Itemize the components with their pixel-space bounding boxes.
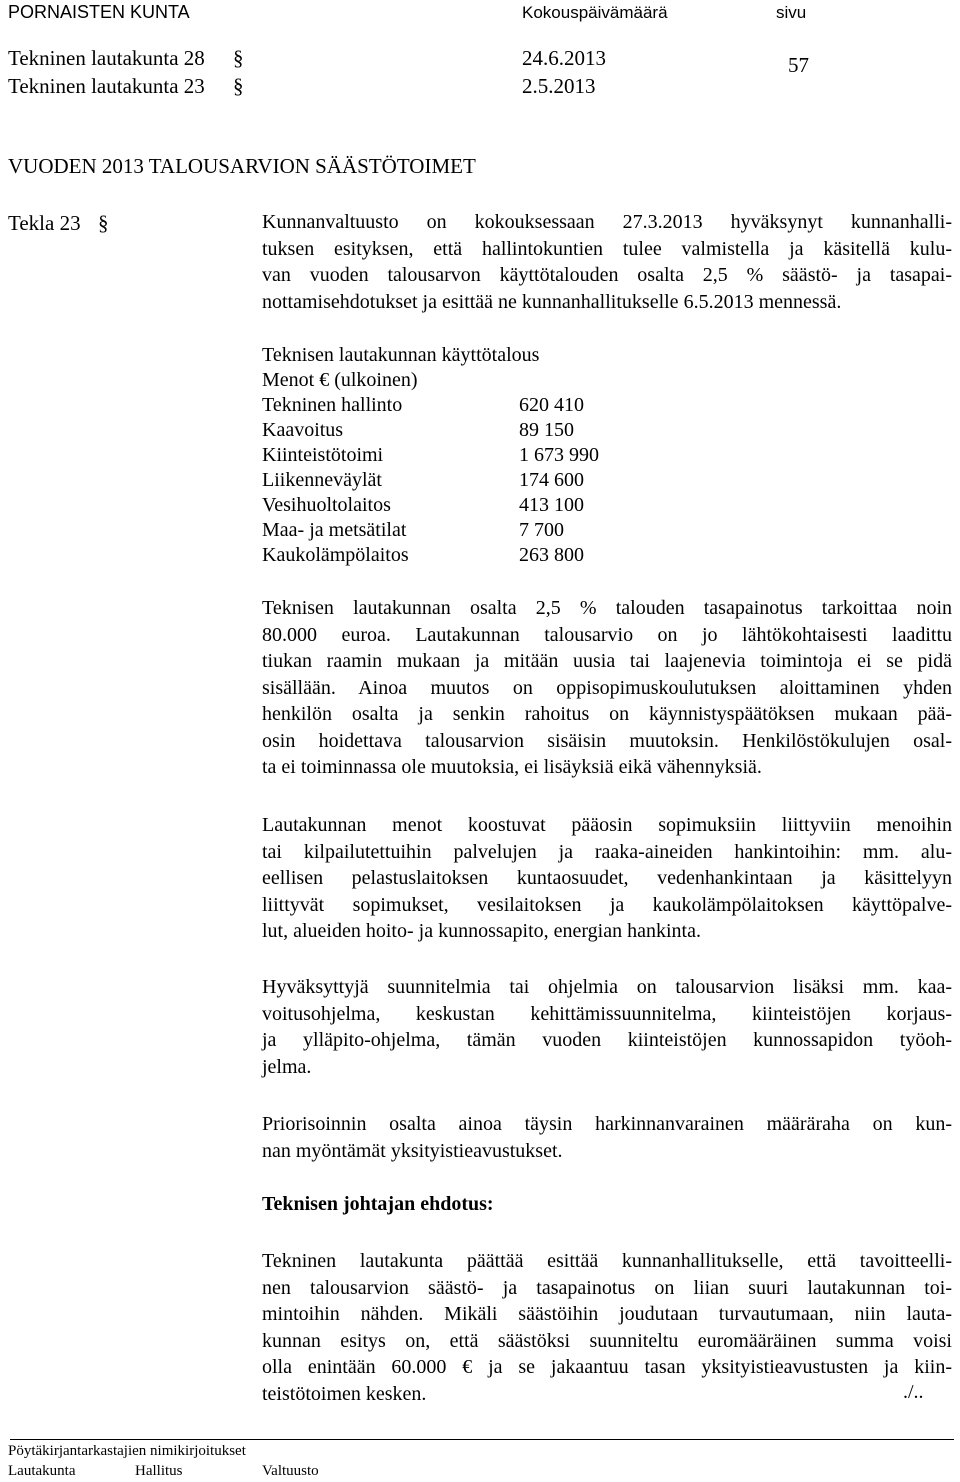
row-value: 89 150	[519, 419, 574, 441]
text-line: Priorisoinnin osalta ainoa täysin harkinnanvarainen määräraha on kun-	[262, 1113, 952, 1135]
signature-lautakunta: Lautakunta	[8, 1463, 76, 1479]
row-label: Vesihuoltolaitos	[262, 494, 391, 516]
budget-heading: Teknisen lautakunnan käyttötalous	[262, 344, 540, 366]
row-value: 1 673 990	[519, 444, 599, 466]
table-row	[262, 543, 584, 568]
text-line: Lautakunnan menot koostuvat pääosin sopimuksiin liittyviin menoihin	[262, 814, 952, 836]
row-value: 263 800	[519, 544, 584, 566]
meeting-1-date: 24.6.2013	[522, 46, 606, 70]
reference-section-sign: §	[98, 211, 109, 235]
paragraph-plans	[262, 974, 952, 1080]
row-value: 7 700	[519, 519, 564, 541]
continuation-mark: ./..	[903, 1381, 924, 1403]
intro-paragraph	[262, 209, 952, 315]
text-line: Hyväksyttyjä suunnitelmia tai ohjelmia on talousarvion lisäksi mm. kaa-	[262, 976, 952, 998]
row-value: 620 410	[519, 394, 584, 416]
text-line: Tekninen lautakunta päättää esittää kunnanhallitukselle, että tavoitteelli-	[262, 1250, 952, 1272]
text-line: jelma.	[262, 1055, 312, 1078]
text-line: ja ylläpito-ohjelma, tämän vuoden kiinteistöjen kunnossapidon työoh-	[262, 1029, 952, 1051]
text-line: 80.000 euroa. Lautakunnan talousarvio on jo lähtökohtaisesti laadittu	[262, 623, 952, 646]
row-value: 413 100	[519, 494, 584, 516]
text-line: liittyvät sopimukset, vesilaitoksen ja kaukolämpölaitoksen käyttöpalve-	[262, 893, 952, 916]
reference-label: Tekla 23	[8, 211, 81, 235]
text-line: Kunnanvaltuusto on kokouksessaan 27.3.2013 hyväksynyt kunnanhalli-	[262, 211, 952, 233]
budget-subheading: Menot € (ulkoinen)	[262, 369, 418, 391]
text-line: lut, alueiden hoito- ja kunnossapito, energian hankinta.	[262, 920, 701, 942]
page-number: 57	[788, 53, 809, 77]
row-label: Liikenneväylät	[262, 469, 382, 491]
footer-divider	[10, 1439, 954, 1440]
paragraph-proposal	[262, 1248, 952, 1407]
row-label: Maa- ja metsätilat	[262, 519, 407, 541]
text-line: teistötoimen kesken.	[262, 1382, 427, 1405]
text-line: nottamisehdotukset ja esittää ne kunnanhallitukselle 6.5.2013 mennessä.	[262, 290, 842, 313]
proposal-heading: Teknisen johtajan ehdotus:	[262, 1193, 494, 1215]
organization-name: PORNAISTEN KUNTA	[8, 2, 190, 22]
table-row	[262, 468, 584, 493]
row-label: Kaukolämpölaitos	[262, 544, 409, 566]
table-row	[262, 493, 584, 518]
signature-valtuusto: Valtuusto	[262, 1463, 319, 1479]
table-row	[262, 418, 574, 443]
page-title: VUODEN 2013 TALOUSARVION SÄÄSTÖTOIMET	[8, 154, 476, 178]
text-line: kunnan esitys on, että säästöksi suunniteltu euromääräinen summa voisi	[262, 1329, 952, 1352]
row-value: 174 600	[519, 469, 584, 491]
budget-table	[262, 343, 599, 568]
paragraph-savings	[262, 595, 952, 781]
text-line: Teknisen lautakunnan osalta 2,5 % talouden tasapainotus tarkoittaa noin	[262, 597, 952, 619]
text-line: henkilön osalta ja senkin rahoitus on käynnistyspäätöksen mukaan pää-	[262, 703, 952, 725]
section-sign-1: §	[233, 46, 244, 70]
table-row	[262, 443, 599, 468]
meeting-2-name: Tekninen lautakunta 23	[8, 74, 205, 98]
text-line: olla enintään 60.000 € ja se jakaantuu tasan yksityistieavustusten ja kiin-	[262, 1356, 952, 1378]
text-line: nen talousarvion säästö- ja tasapainotus on liian suuri lautakunnan toi-	[262, 1276, 952, 1299]
section-sign-2: §	[233, 74, 244, 98]
row-label: Tekninen hallinto	[262, 394, 403, 416]
text-line: van vuoden talousarvon käyttötalouden osalta 2,5 % säästö- ja tasapai-	[262, 264, 952, 286]
signature-hallitus: Hallitus	[135, 1463, 183, 1479]
text-line: ta ei toiminnassa ole muutoksia, ei lisäyksiä eikä vähennyksiä.	[262, 756, 762, 778]
text-line: eellisen pelastuslaitoksen kuntaosuudet, vedenhankintaan ja käsittelyyn	[262, 867, 952, 889]
meeting-2-date: 2.5.2013	[522, 74, 596, 98]
text-line: mintoihin nähden. Mikäli säästöihin joudutaan turvautumaan, niin lauta-	[262, 1303, 952, 1325]
footer-title: Pöytäkirjantarkastajien nimikirjoitukset	[8, 1443, 246, 1459]
paragraph-expenses	[262, 812, 952, 945]
table-row	[262, 393, 584, 418]
text-line: nan myöntämät yksityistieavustukset.	[262, 1139, 563, 1162]
text-line: tuksen esityksen, että hallintokuntien tulee valmistella ja käsitellä kulu-	[262, 237, 952, 260]
text-line: tai kilpailutettuihin palvelujen ja raaka-aineiden hankintoihin: mm. alu-	[262, 840, 952, 863]
row-label: Kaavoitus	[262, 419, 344, 441]
row-label: Kiinteistötoimi	[262, 444, 384, 466]
text-line: osin hoidettava talousarvion sisäisin muutoksin. Henkilöstökulujen osal-	[262, 729, 952, 752]
table-row	[262, 518, 564, 543]
meeting-1-name: Tekninen lautakunta 28	[8, 46, 205, 70]
meeting-date-label: Kokouspäivämäärä	[522, 3, 668, 22]
page-label: sivu	[776, 3, 807, 22]
meeting-line-1	[8, 45, 205, 71]
paragraph-priorities	[262, 1111, 952, 1164]
text-line: sisällään. Ainoa muutos on oppisopimuskoulutuksen aloittaminen yhden	[262, 676, 952, 699]
text-line: voitusohjelma, keskustan kehittämissuunnitelma, kiinteistöjen korjaus-	[262, 1002, 952, 1025]
text-line: tiukan raamin mukaan ja mitään uusia tai laajenevia toimintoja ei se pidä	[262, 650, 952, 672]
